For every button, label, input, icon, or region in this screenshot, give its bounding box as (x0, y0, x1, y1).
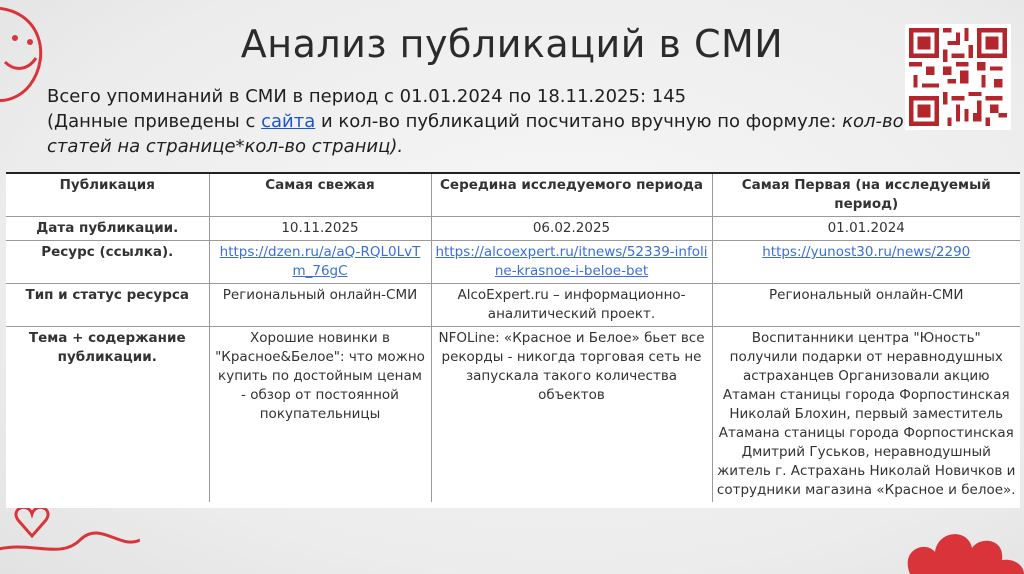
row-label: Дата публикации. (6, 217, 209, 241)
date-middle: 06.02.2025 (431, 217, 712, 241)
date-first: 01.01.2024 (712, 217, 1020, 241)
header-first: Самая Первая (на исследуемый период) (712, 173, 1020, 217)
data-source-note: (Данные приведены с сайта и кол-во публикаций посчитано вручную по формуле: кол-во (47, 111, 904, 132)
publications-table (6, 172, 1020, 502)
resource-first-link[interactable]: https://yunost30.ru/news/2290 (762, 244, 971, 260)
site-link[interactable]: сайта (261, 111, 316, 132)
resource-first-cell (712, 241, 1020, 284)
table-row-type (6, 284, 1020, 327)
type-first: Региональный онлайн-СМИ (712, 284, 1020, 327)
publications-table-container (6, 172, 1020, 508)
table-header-row (6, 173, 1020, 217)
resource-middle-cell (431, 241, 712, 284)
row-label: Ресурс (ссылка). (6, 241, 209, 284)
qr-code-icon[interactable] (905, 24, 1011, 130)
table-row-topic (6, 327, 1020, 503)
header-middle: Середина исследуемого периода (431, 173, 712, 217)
resource-latest-link[interactable]: https://dzen.ru/a/aQ-RQL0LvTm_76gC (219, 244, 421, 279)
table-row-date (6, 217, 1020, 241)
table-row-resource (6, 241, 1020, 284)
row-label: Тема + содержание публикации. (6, 327, 209, 503)
topic-latest: Хорошие новинки в "Красное&Белое": что можно купить по достойным ценам - обзор от постоянной покупательницы (209, 327, 431, 503)
page-title: Анализ публикаций в СМИ (240, 22, 784, 66)
row-label: Тип и статус ресурса (6, 284, 209, 327)
formula-text: статей на странице*кол-во страниц). (47, 136, 404, 157)
type-latest: Региональный онлайн-СМИ (209, 284, 431, 327)
resource-latest-cell (209, 241, 431, 284)
topic-first: Воспитанники центра "Юность" получили подарки от неравнодушных астраханцев Организовали акцию Атаман станицы города Форпостинская Николай Блохин, первый заместитель Атамана станицы города Форпостинская Дмитрий Гуськов, неравнодушный житель г. Астрахань Николай Новичков и сотрудники магазина «Красное и белое». (712, 327, 1020, 503)
header-publication: Публикация (6, 173, 209, 217)
formula-part1: кол-во (842, 111, 904, 132)
header-latest: Самая свежая (209, 173, 431, 217)
date-latest: 10.11.2025 (209, 217, 431, 241)
resource-middle-link[interactable]: https://alcoexpert.ru/itnews/52339-infoline-krasnoe-i-beloe-bet (435, 244, 708, 279)
total-mentions-text: Всего упоминаний в СМИ в период с 01.01.2024 по 18.11.2025: 145 (47, 86, 687, 107)
topic-middle: NFOLine: «Красное и Белое» бьет все рекорды - никогда торговая сеть не запускала такого количества объектов (431, 327, 712, 503)
type-middle: AlcoExpert.ru – информационно-аналитический проект. (431, 284, 712, 327)
intro-text (47, 84, 904, 159)
